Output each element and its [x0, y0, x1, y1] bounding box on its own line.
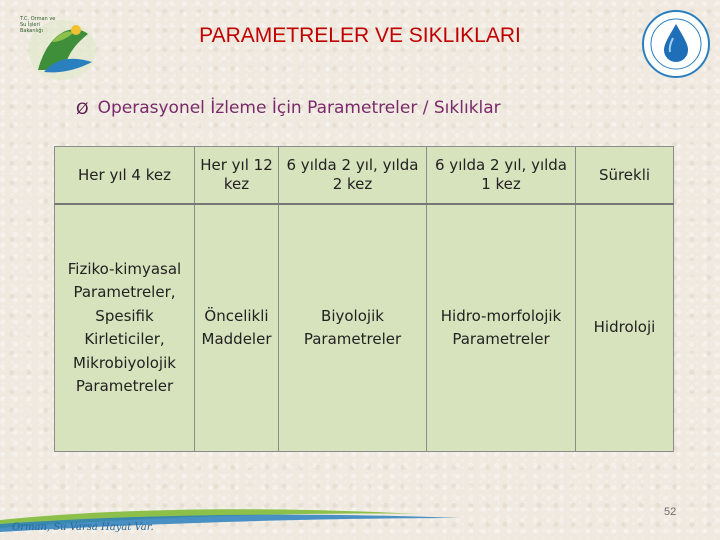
cell-physico-chemical: Fiziko-kimyasal Parametreler, Spesifik Kirleticiler, Mikrobiyolojik Parametreler: [55, 204, 195, 452]
cell-hydromorphological: Hidro-morfolojik Parametreler: [427, 204, 576, 452]
header-cell-six-years-once: 6 yılda 2 yıl, yılda 1 kez: [427, 147, 576, 205]
footer-slogan: Orman, Su Varsa Hayat Var.: [12, 522, 154, 533]
parameter-frequency-table: [54, 146, 674, 452]
page-number: 52: [664, 506, 677, 518]
ministry-logo-text: T.C. Orman ve Su İşleri Bakanlığı: [20, 16, 56, 34]
section-heading: [76, 98, 501, 118]
page-title: PARAMETRELER VE SIKLIKLARI: [199, 24, 521, 47]
header-cell-continuous: Sürekli: [576, 147, 674, 205]
header-cell-monthly: Her yıl 12 kez: [195, 147, 279, 205]
cell-hydrology: Hidroloji: [576, 204, 674, 452]
header-cell-quarterly: Her yıl 4 kez: [55, 147, 195, 205]
footer-swoosh-decoration: [0, 498, 720, 540]
section-heading-text: Operasyonel İzleme İçin Parametreler / Sıklıklar: [97, 98, 501, 118]
arrow-bullet-icon: Ø: [76, 98, 89, 118]
cell-priority-substances: Öncelikli Maddeler: [195, 204, 279, 452]
cell-biological: Biyolojik Parametreler: [279, 204, 427, 452]
table-header-row: [55, 147, 674, 205]
header-cell-six-years-twice: 6 yılda 2 yıl, yılda 2 kez: [279, 147, 427, 205]
table-row: [55, 204, 674, 452]
